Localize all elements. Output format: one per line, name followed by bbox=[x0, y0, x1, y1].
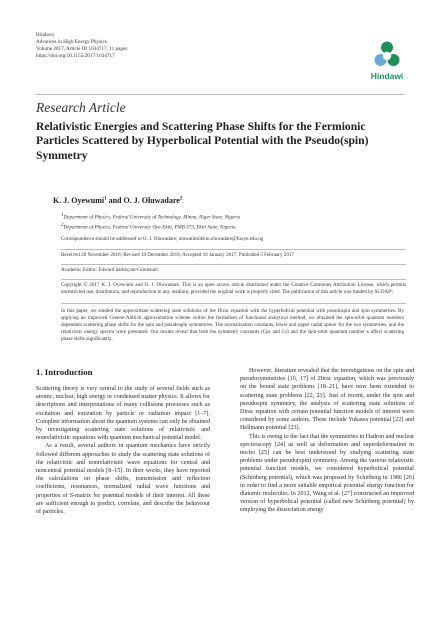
hindawi-logo-icon bbox=[372, 40, 402, 70]
journal-name: Advances in High Energy Physics bbox=[36, 39, 107, 45]
journal-header bbox=[36, 32, 127, 60]
affiliation bbox=[61, 212, 240, 222]
author-list bbox=[53, 196, 182, 205]
divider bbox=[61, 264, 406, 265]
correspondence: Correspondence should be addressed to O. J. Oluwadare; oluwatimilehin.oluwadare@fuoye.edu.ng bbox=[61, 236, 264, 242]
doi-link[interactable]: https://doi.org/10.1155/2017/1634717 bbox=[36, 53, 115, 59]
paragraph: Scattering theory is very central to the study of several fields such as atomic, nuclear, high energy or condensed matter physics. It allows for descriptions and interpretations of many collisions processes such as excitation and ionization by particle or radiation impact [1–7]. Complete information about the quantum systems can only be obtained by investigating scattering state solutions of relativistic and nonrelativistic equations with quantum mechanical potential model. bbox=[36, 386, 210, 442]
volume-line: Volume 2017, Article ID 1634717, 11 pages bbox=[36, 46, 128, 52]
author-name: K. J. Oyewumi bbox=[53, 196, 105, 205]
header-rule bbox=[36, 94, 404, 95]
author-affil-mark: 1 bbox=[104, 196, 107, 202]
article-type: Research Article bbox=[36, 100, 126, 115]
hindawi-logo bbox=[362, 40, 412, 88]
affiliations bbox=[61, 212, 240, 231]
affiliation-mark: 2 bbox=[61, 222, 64, 228]
affiliation-text: Department of Physics, Federal University Oye-Ekiti, PMB 373, Ekiti State, Nigeria bbox=[63, 224, 236, 231]
article-title: Relativistic Energies and Scattering Phase Shifts for the Fermionic Particles Scattered by Hyperbolical Potential with the Pseudo(spin) Symmetry bbox=[36, 120, 369, 162]
affiliation-mark: 1 bbox=[61, 213, 64, 218]
publication-dates: Received 20 November 2016; Revised 19 December 2016; Accepted 10 January 2017; Published 5 February 2017 bbox=[61, 252, 294, 258]
paragraph: This is owing to the fact that the symmetries in Hadron and nuclear spectroscopy [24] as well as deformation and superdeformation in nuclei [25] can be best understood by studying scattering state problems under pseudo(spin) symmetry. Among the various relativistic potential function models, we considered hyperbolical potential (Schiöberg potential), which was proposed by Schiöberg in 1986 [26] in order to find a more suitable empirical potential energy function for diatomic molecules. In 2012, Wang et al. [27] constructed an improved version of hyperbolical potential (called new Schiöberg potential) by employing the dissociation energy bbox=[240, 433, 414, 514]
affiliation bbox=[61, 222, 240, 232]
left-column bbox=[36, 385, 210, 516]
abstract: In this paper, we studied the approximate scattering state solutions of the Dirac equation with the hyperbolical potential with pseudospin and spin symmetries. By applying an improved Greene-Aldrich approximation scheme within the formalism of functional analytical method, we obtained the spin-orbit quantum numbers dependent scattering phase shifts for the spin and pseudospin symmetries. The normalization constants, lower and upper radial spinor for the two symmetries, and the relativistic energy spectra were presented. Our results reveal that both the symmetry constants (Cps and Cs) and the spin-orbit quantum number κ affect scattering phase shifts significantly. bbox=[61, 308, 404, 343]
author-name: O. J. Oluwadare bbox=[123, 196, 180, 205]
logo-text: Hindawi bbox=[370, 71, 404, 81]
paragraph: As a result, several authors in quantum mechanics have strictly followed different approaches to study the scattering state solutions of the relativistic and nonrelativistic wave equations for central and noncentral potential models [8–15]. In their works, they have reported the calculations on phase shifts, transmission and reflection coefficients, resonances, normalized radial wave functions and properties of S-matrix for potential models of their interest. All these are sufficient enough to predict, correlate, and describe the behaviour of particles. bbox=[36, 443, 210, 516]
affiliation-text: Department of Physics, Federal University of Technology, Minna, Niger State, Nigeria bbox=[63, 214, 241, 221]
divider bbox=[61, 303, 406, 304]
section-heading: 1. Introduction bbox=[36, 367, 93, 377]
paragraph: However, literature revealed that the investigations on the spin and pseudosymmetries [16, 17] of Dirac equation, which was previously on the bound state problems [18–21], have now been extended to scattering state problems [22, 23]. Just of recent, under the spin and pseudospin symmetry, the analysis of scattering state solutions of Dirac equation with certain potential function models of interest were considered by some authors. These include Yukawa potential [22] and Hellmann potential [23]. bbox=[240, 368, 414, 432]
author-joiner: and bbox=[106, 196, 124, 205]
copyright-notice: Copyright © 2017 K. J. Oyewumi and O. J. Oluwadare. This is an open access article distributed under the Creative Commons Attribution License, which permits unrestricted use, distribution, and reproduction in any medium, provided the original work is properly cited. The publication of this article was funded by SCOAP³. bbox=[61, 282, 406, 295]
publisher-name: Hindawi bbox=[36, 32, 54, 38]
author-affil-mark: 2 bbox=[179, 196, 183, 202]
divider bbox=[61, 249, 406, 250]
right-column bbox=[240, 367, 414, 515]
divider bbox=[61, 279, 406, 280]
academic-editor: Academic Editor: Edward Sarkisyan-Grinbaum bbox=[61, 267, 158, 273]
